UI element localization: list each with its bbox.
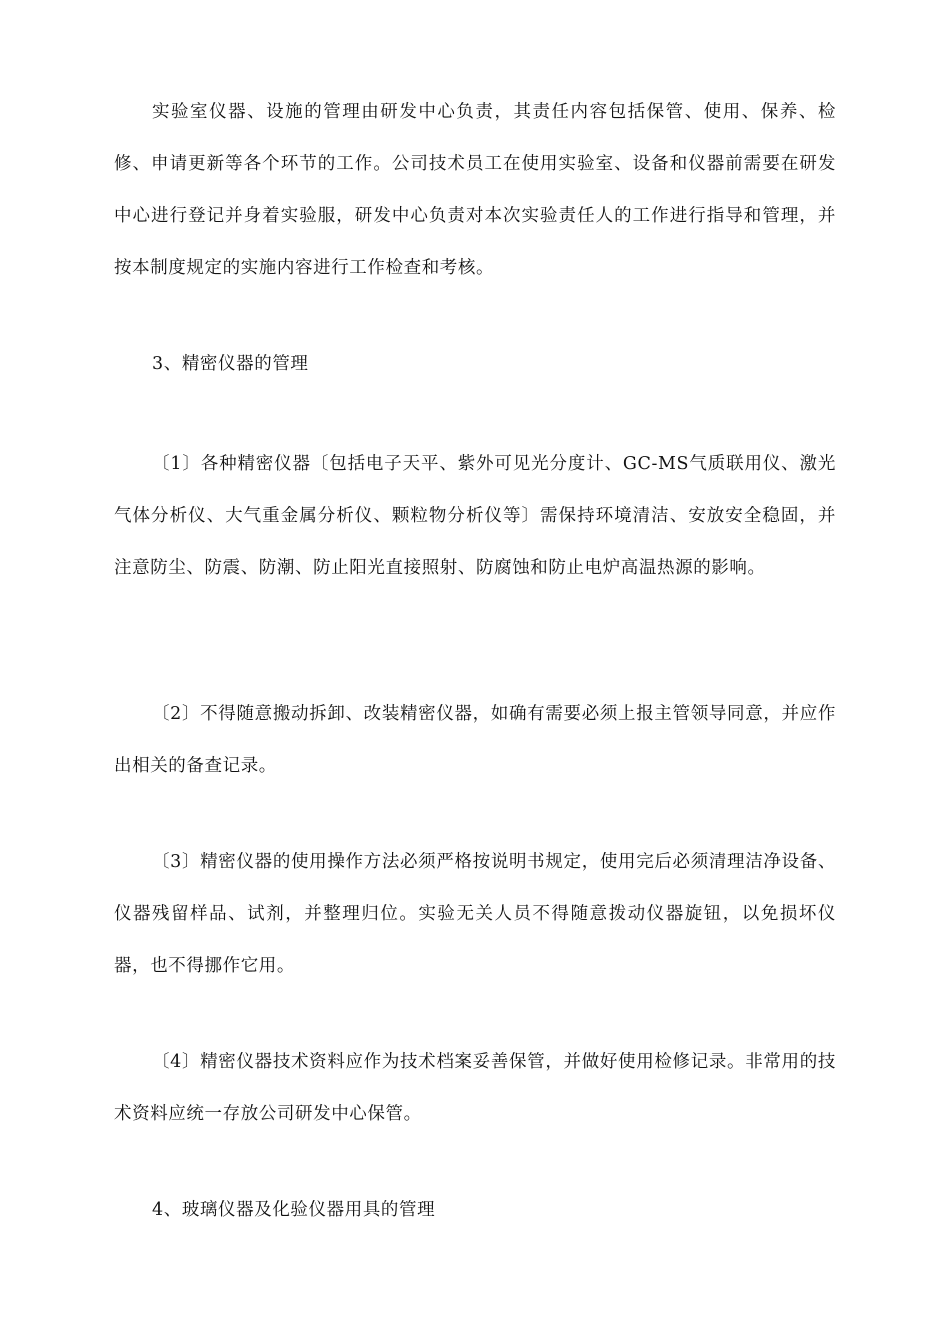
- section-heading-glass-instruments: 4、玻璃仪器及化验仪器用具的管理: [152, 1200, 436, 1220]
- item-2-no-disassembly: 〔2〕不得随意搬动拆卸、改装精密仪器，如确有需要必须上报主管领导同意，并应作出相关的备查记录。: [114, 704, 836, 776]
- item-4-technical-documents: 〔4〕精密仪器技术资料应作为技术档案妥善保管，并做好使用检修记录。非常用的技术资料应统一存放公司研发中心保管。: [114, 1052, 836, 1124]
- item-3-operation: 〔3〕精密仪器的使用操作方法必须严格按说明书规定，使用完后必须清理洁净设备、仪器残留样品、试剂，并整理归位。实验无关人员不得随意拨动仪器旋钮，以免损坏仪器，也不得挪作它用。: [114, 852, 836, 976]
- paragraph-lab-management: 实验室仪器、设施的管理由研发中心负责，其责任内容包括保管、使用、保养、检修、申请更新等各个环节的工作。公司技术员工在使用实验室、设备和仪器前需要在研发中心进行登记并身着实验服，研发中心负责对本次实验责任人的工作进行指导和管理，并按本制度规定的实施内容进行工作检查和考核。: [114, 102, 836, 278]
- section-heading-precision-instruments: 3、精密仪器的管理: [152, 354, 309, 374]
- item-1-environment: 〔1〕各种精密仪器〔包括电子天平、紫外可见光分度计、GC-MS气质联用仪、激光气体分析仪、大气重金属分析仪、颗粒物分析仪等〕需保持环境清洁、安放安全稳固，并注意防尘、防震、防潮、防止阳光直接照射、防腐蚀和防止电炉高温热源的影响。: [114, 454, 836, 578]
